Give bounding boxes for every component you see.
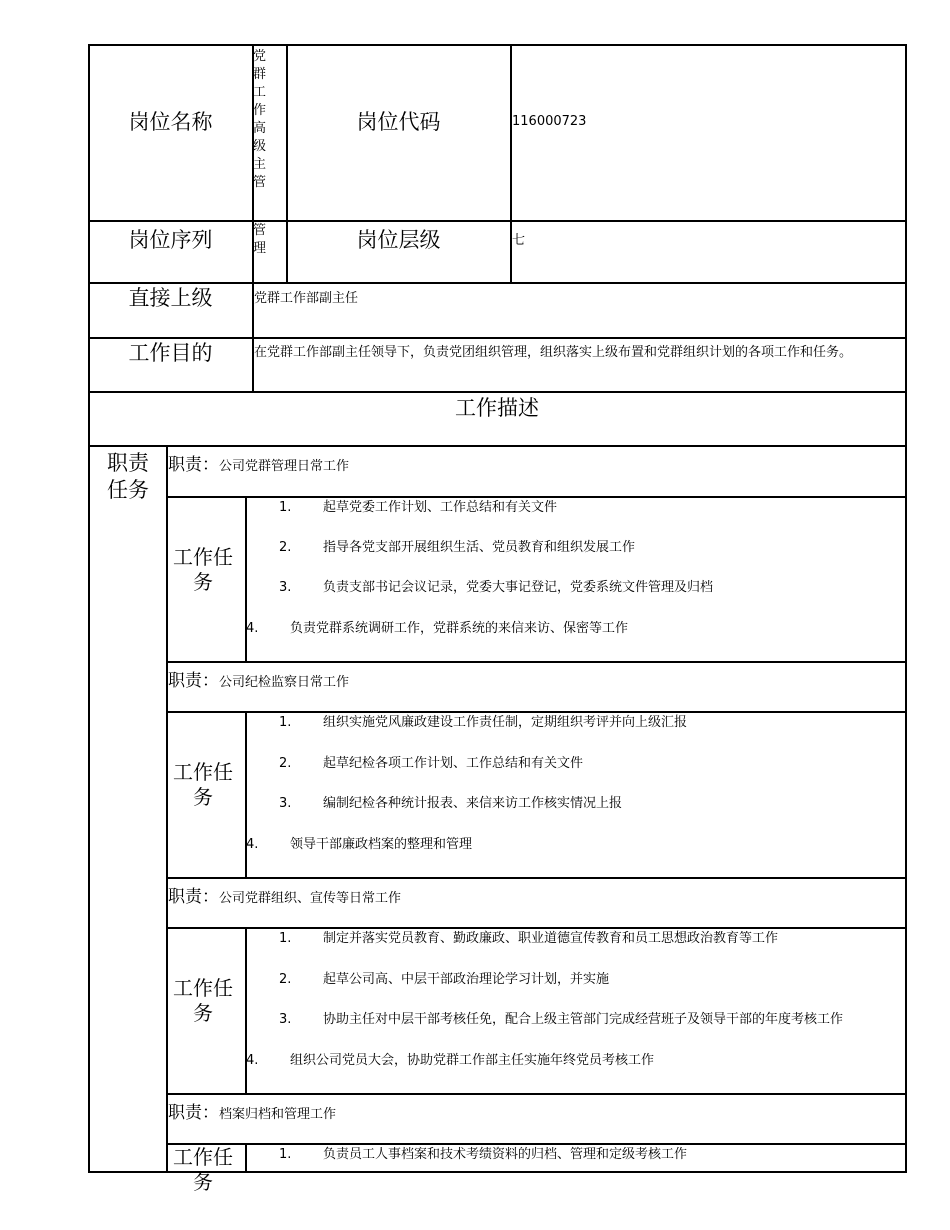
task-label: 工作任务 [173, 1145, 233, 1194]
task-text: 组织公司党员大会，协助党群工作部主任实施年终党员考核工作 [290, 1053, 655, 1068]
table-border-left [88, 44, 90, 1172]
task-number: 3. [279, 1012, 292, 1027]
table-border-top [88, 44, 907, 46]
row-divider [88, 282, 907, 284]
task-number: 1. [279, 931, 292, 946]
task-item [246, 837, 258, 853]
task-text: 负责党群系统调研工作，党群系统的来信来访、保密等工作 [290, 621, 629, 636]
post-name-label: 岗位名称 [128, 110, 213, 134]
sequence-label: 岗位序列 [128, 228, 213, 252]
task-text: 领导干部廉政档案的整理和管理 [290, 837, 473, 852]
task-number: 3. [279, 796, 292, 811]
post-name-value: 党群工作高级主管 [253, 49, 267, 190]
superior-label: 直接上级 [128, 286, 213, 310]
post-code-label: 岗位代码 [356, 110, 441, 134]
row-divider [166, 877, 907, 879]
task-item [246, 621, 258, 637]
task-label: 工作任务 [173, 545, 233, 594]
task-item [279, 540, 291, 556]
task-item [279, 756, 291, 772]
task-text: 指导各党支部开展组织生活、党员教育和组织发展工作 [323, 540, 636, 555]
task-number: 2. [279, 540, 292, 555]
task-text: 组织实施党风廉政建设工作责任制，定期组织考评并向上级汇报 [323, 715, 688, 730]
row-divider [166, 1143, 907, 1145]
row-divider [88, 220, 907, 222]
post-code-value: 116000723 [512, 114, 587, 129]
task-item [279, 931, 291, 947]
row-divider [166, 496, 907, 498]
duty-prefix: 职责： [168, 1103, 219, 1123]
task-text: 负责员工人事档案和技术考绩资料的归档、管理和定级考核工作 [323, 1147, 688, 1162]
task-text: 编制纪检各种统计报表、来信来访工作核实情况上报 [323, 796, 623, 811]
task-number: 4. [246, 1053, 259, 1068]
row-divider [166, 661, 907, 663]
task-text: 制定并落实党员教育、勤政廉政、职业道德宣传教育和员工思想政治教育等工作 [323, 931, 779, 946]
duty-text: 公司党群组织、宣传等日常工作 [219, 891, 402, 906]
col-divider [166, 445, 168, 1172]
row-divider [88, 337, 907, 339]
level-label: 岗位层级 [356, 228, 441, 252]
task-number: 4. [246, 837, 259, 852]
task-number: 4. [246, 621, 259, 636]
task-item [246, 1053, 258, 1069]
purpose-label: 工作目的 [128, 341, 213, 365]
task-item [279, 796, 291, 812]
duties-label: 职责任务 [107, 451, 149, 502]
duty-prefix: 职责： [168, 671, 219, 691]
task-item [279, 972, 291, 988]
task-label: 工作任务 [173, 760, 233, 809]
task-number: 2. [279, 756, 292, 771]
task-number: 3. [279, 580, 292, 595]
task-text: 起草公司高、中层干部政治理论学习计划，并实施 [323, 972, 610, 987]
row-divider [88, 391, 907, 393]
row-divider [166, 1093, 907, 1095]
duty-text: 档案归档和管理工作 [219, 1107, 337, 1122]
sequence-value: 管理 [253, 223, 267, 256]
task-text: 协助主任对中层干部考核任免，配合上级主管部门完成经营班子及领导干部的年度考核工作 [323, 1012, 844, 1027]
task-item [279, 580, 291, 596]
task-label-clipped [167, 1145, 245, 1194]
row-divider [166, 711, 907, 713]
task-item [279, 500, 291, 516]
row-divider [88, 445, 907, 447]
purpose-value: 在党群工作部副主任领导下，负责党团组织管理，组织落实上级布置和党群组织计划的各项工作和任务。 [254, 345, 853, 360]
task-text: 负责支部书记会议记录，党委大事记登记，党委系统文件管理及归档 [323, 580, 714, 595]
duty-text: 公司纪检监察日常工作 [219, 675, 350, 690]
duty-prefix: 职责： [168, 887, 219, 907]
task-number: 2. [279, 972, 292, 987]
description-title: 工作描述 [455, 396, 539, 420]
duty-heading [168, 666, 349, 691]
table-border-right [905, 44, 907, 1172]
superior-value: 党群工作部副主任 [254, 291, 359, 306]
duty-heading [168, 1098, 336, 1123]
task-number: 1. [279, 715, 292, 730]
task-item [279, 715, 291, 731]
task-label: 工作任务 [173, 976, 233, 1025]
duty-heading [168, 882, 401, 907]
task-number: 1. [279, 500, 292, 515]
row-divider [166, 927, 907, 929]
level-value: 七 [512, 233, 526, 248]
duty-heading [168, 450, 349, 475]
task-item [279, 1147, 291, 1163]
duty-text: 公司党群管理日常工作 [219, 459, 350, 474]
task-text: 起草党委工作计划、工作总结和有关文件 [323, 500, 558, 515]
col-divider [245, 1143, 247, 1172]
col-divider [245, 496, 247, 662]
task-text: 起草纪检各项工作计划、工作总结和有关文件 [323, 756, 584, 771]
task-item [279, 1012, 291, 1028]
task-number: 1. [279, 1147, 292, 1162]
duty-prefix: 职责： [168, 455, 219, 475]
